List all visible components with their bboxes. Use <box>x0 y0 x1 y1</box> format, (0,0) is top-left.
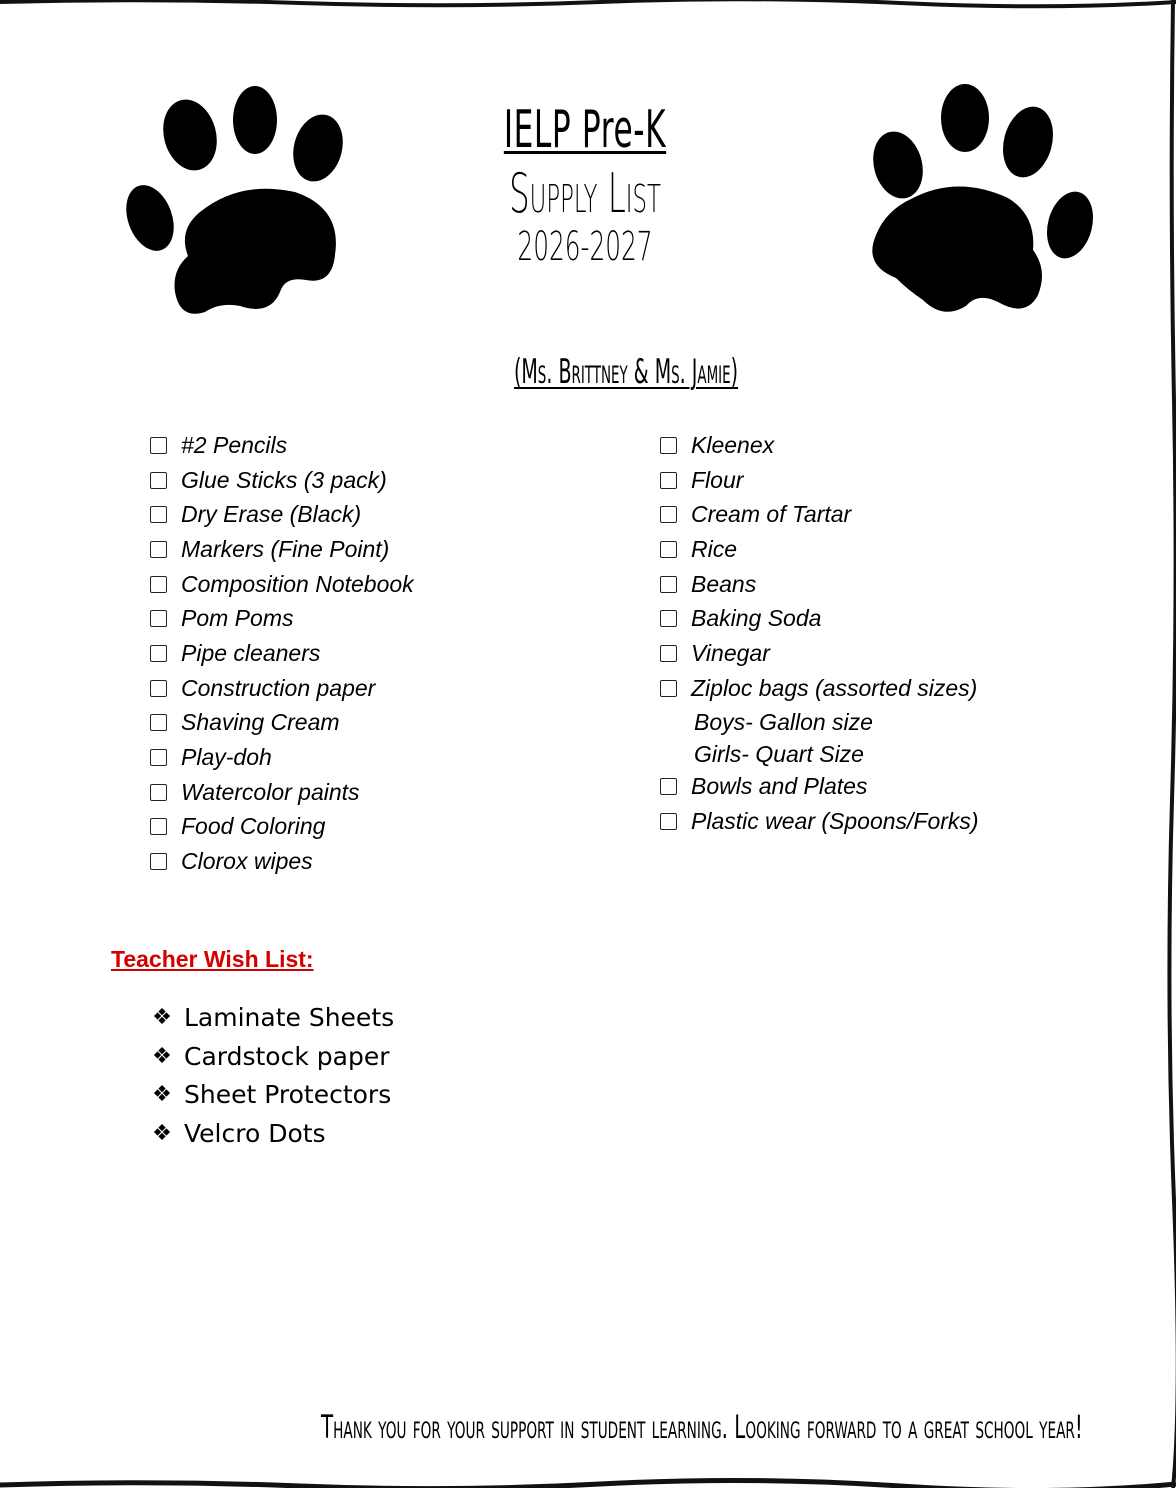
diamond-bullet-icon: ❖ <box>152 1043 172 1069</box>
checkbox-icon[interactable] <box>660 813 677 830</box>
wish-list-item-label: Laminate Sheets <box>184 1002 395 1032</box>
list-item-label: Glue Sticks (3 pack) <box>181 466 387 493</box>
list-item-label: Pipe cleaners <box>181 639 321 666</box>
list-item[interactable] <box>660 601 1100 636</box>
paw-print-icon <box>120 80 360 320</box>
diamond-bullet-icon: ❖ <box>152 1120 172 1146</box>
list-item[interactable] <box>150 428 570 463</box>
wish-list-item-label: Sheet Protectors <box>184 1080 392 1110</box>
supply-list-right <box>660 428 1100 839</box>
checkbox-icon[interactable] <box>150 645 167 662</box>
list-item-label: Flour <box>691 466 744 493</box>
list-item-label: Markers (Fine Point) <box>181 535 390 562</box>
diamond-bullet-icon: ❖ <box>152 1004 172 1030</box>
list-item[interactable] <box>660 428 1100 463</box>
list-item-label: Rice <box>691 535 738 562</box>
checkbox-icon[interactable] <box>150 784 167 801</box>
checkbox-icon[interactable] <box>660 778 677 795</box>
list-item[interactable] <box>150 706 570 741</box>
list-item-label: Beans <box>691 570 757 597</box>
checkbox-icon[interactable] <box>150 541 167 558</box>
list-item[interactable] <box>660 532 1100 567</box>
list-item-label: Plastic wear (Spoons/Forks) <box>691 808 979 835</box>
checkbox-icon[interactable] <box>150 472 167 489</box>
list-item-label: Watercolor paints <box>181 778 360 805</box>
wish-list-item-label: Cardstock paper <box>184 1041 390 1071</box>
list-item[interactable] <box>660 804 1100 839</box>
list-item[interactable] <box>150 567 570 602</box>
footer-message: Thank you for your support in student learning. Looking forward to a great school year! <box>321 1408 1083 1446</box>
title-block <box>420 96 750 270</box>
checkbox-icon[interactable] <box>150 749 167 766</box>
list-item-label: Play-doh <box>181 744 272 771</box>
checkbox-icon[interactable] <box>660 541 677 558</box>
checkbox-icon[interactable] <box>150 610 167 627</box>
list-item[interactable] <box>660 463 1100 498</box>
checkbox-icon[interactable] <box>660 645 677 662</box>
list-item-label: Clorox wipes <box>181 848 313 875</box>
checkbox-icon[interactable] <box>150 680 167 697</box>
list-item-label: Cream of Tartar <box>691 501 852 528</box>
list-item[interactable] <box>150 532 570 567</box>
list-item[interactable] <box>660 671 1100 706</box>
list-item[interactable] <box>150 601 570 636</box>
list-item[interactable] <box>660 497 1100 532</box>
checkbox-icon[interactable] <box>660 472 677 489</box>
ziploc-subline: Boys- Gallon size <box>694 708 873 735</box>
title-line-1: IELP Pre-K <box>503 100 667 160</box>
list-item-label: Bowls and Plates <box>691 773 868 800</box>
list-item[interactable] <box>150 775 570 810</box>
list-item[interactable] <box>150 671 570 706</box>
list-item-label: Baking Soda <box>691 605 822 632</box>
wish-list-item <box>150 1075 394 1114</box>
list-item-label: Composition Notebook <box>181 570 414 597</box>
paw-print-icon <box>858 80 1098 320</box>
checkbox-icon[interactable] <box>150 437 167 454</box>
list-item-label: Construction paper <box>181 674 376 701</box>
title-year: 2026-2027 <box>517 224 653 270</box>
wish-list <box>150 998 394 1153</box>
wish-list-item <box>150 1037 394 1076</box>
checkbox-icon[interactable] <box>660 680 677 697</box>
list-item[interactable] <box>150 636 570 671</box>
list-item[interactable] <box>150 463 570 498</box>
list-item[interactable] <box>660 636 1100 671</box>
checkbox-icon[interactable] <box>150 714 167 731</box>
list-item[interactable] <box>660 770 1100 805</box>
list-item-label: #2 Pencils <box>181 431 288 458</box>
list-item-label: Ziploc bags (assorted sizes) <box>691 674 978 701</box>
checkbox-icon[interactable] <box>150 853 167 870</box>
list-item[interactable] <box>150 740 570 775</box>
list-item[interactable] <box>660 567 1100 602</box>
list-item[interactable] <box>150 497 570 532</box>
ziploc-subline: Girls- Quart Size <box>694 740 864 767</box>
checkbox-icon[interactable] <box>660 576 677 593</box>
checkbox-icon[interactable] <box>660 610 677 627</box>
checkbox-icon[interactable] <box>150 576 167 593</box>
title-line-2: Supply List <box>509 162 661 225</box>
list-item-label: Shaving Cream <box>181 709 340 736</box>
list-item-label: Kleenex <box>691 431 775 458</box>
supply-list-left <box>150 428 570 879</box>
teacher-names: (Ms. Brittney & Ms. Jamie) <box>513 352 739 392</box>
diamond-bullet-icon: ❖ <box>152 1082 172 1108</box>
list-item-label: Vinegar <box>691 639 770 666</box>
list-item-label: Dry Erase (Black) <box>181 501 362 528</box>
checkbox-icon[interactable] <box>660 437 677 454</box>
wish-list-item <box>150 1114 394 1153</box>
wish-list-item <box>150 998 394 1037</box>
list-item-label: Pom Poms <box>181 605 294 632</box>
checkbox-icon[interactable] <box>660 506 677 523</box>
checkbox-icon[interactable] <box>150 818 167 835</box>
list-item[interactable] <box>150 844 570 879</box>
list-item[interactable] <box>150 810 570 845</box>
checkbox-icon[interactable] <box>150 506 167 523</box>
wish-list-heading: Teacher Wish List: <box>111 946 314 972</box>
list-item-label: Food Coloring <box>181 813 326 840</box>
wish-list-item-label: Velcro Dots <box>184 1118 326 1148</box>
